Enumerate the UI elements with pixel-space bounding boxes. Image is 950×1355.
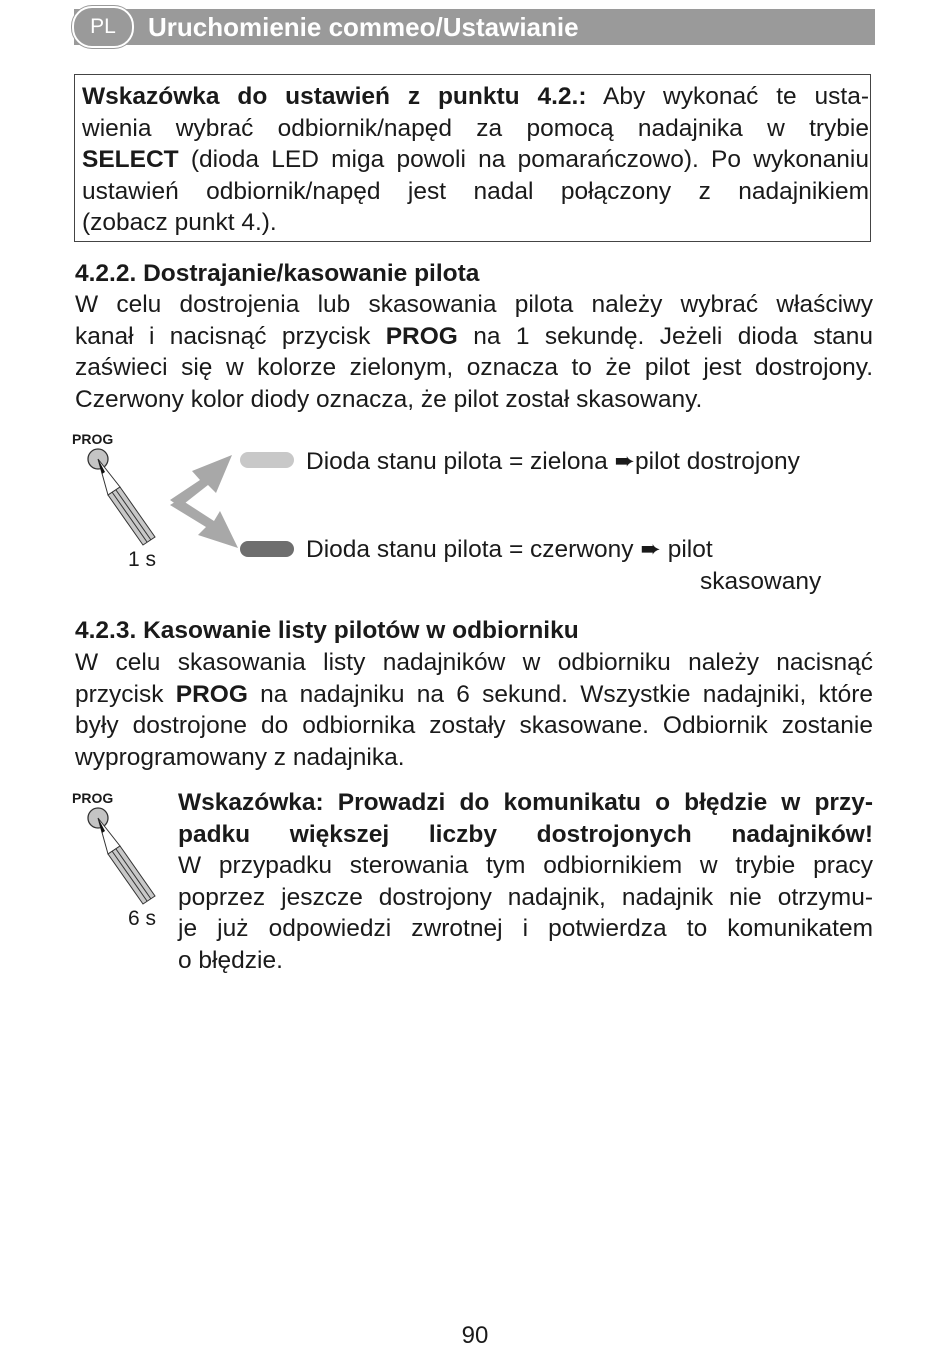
bold-text: SELECT: [82, 146, 179, 173]
section-4-2-3-text: [75, 647, 873, 773]
bold-text: PROG: [175, 680, 248, 708]
arrow-right-icon: ➨: [640, 536, 661, 563]
text-line: [178, 882, 873, 914]
language-badge: PL: [72, 6, 134, 48]
tip-text: [82, 81, 869, 239]
green-led-text: Dioda stanu pilota = zielona: [306, 448, 608, 475]
page-title: Uruchomienie commeo/Ustawianie: [148, 12, 579, 42]
text: przycisk: [75, 680, 176, 708]
arrow-down-icon: [170, 499, 238, 548]
press-duration: 1 s: [128, 548, 157, 571]
prog-label: PROG: [72, 431, 114, 447]
red-led-text: Dioda stanu pilota = czerwony: [306, 536, 634, 563]
text: (dioda LED miga powoli na pomarańczowo). Po wykonaniu: [178, 146, 869, 173]
text: zaświeci się w kolorze zielonym, oznacza to że pilot jest dostrojony.: [75, 354, 873, 381]
text-line: [82, 113, 869, 145]
red-led-result: pilot: [667, 536, 713, 563]
bold-text: Wskazówka do ustawień z punktu 4.2.:: [82, 83, 587, 110]
text: Aby wykonać te usta-: [586, 83, 869, 110]
tip-2-text: [178, 787, 873, 976]
text-line: [178, 913, 873, 945]
text-line: [75, 710, 873, 742]
text-line: [178, 945, 873, 977]
text: je już odpowiedzi zwrotnej i potwierdza to komunikatem: [178, 915, 873, 942]
press-duration: 6 s: [128, 907, 157, 930]
arrow-right-icon: ➨: [614, 448, 636, 475]
text-line: [75, 289, 873, 321]
text-line: [75, 679, 873, 711]
text-line: [82, 176, 869, 208]
text: na nadajniku na 6 sekund. Wszystkie nadajniki, które: [247, 680, 873, 708]
arrow-up-icon: [170, 455, 232, 507]
text-line: [75, 384, 873, 416]
section-heading-4-2-3: 4.2.3. Kasowanie listy pilotów w odbiorniku: [75, 617, 579, 644]
section-4-2-2-text: [75, 289, 873, 415]
text: wienia wybrać odbiornik/napęd za pomocą nadajnika w trybie: [82, 114, 869, 142]
text-line: [178, 787, 873, 819]
led-green-indicator: [240, 452, 294, 468]
red-led-result-cont: skasowany: [700, 568, 822, 595]
text-line: [178, 819, 873, 851]
section-heading-4-2-2: 4.2.2. Dostrajanie/kasowanie pilota: [75, 260, 480, 287]
text-line: [82, 81, 869, 113]
text: Czerwony kolor diody oznacza, że pilot został skasowany.: [75, 385, 703, 413]
text: W celu dostrojenia lub skasowania pilota należy wybrać właściwy: [75, 291, 873, 318]
green-led-line: [306, 446, 800, 477]
text: W przypadku sterowania tym odbiornikiem w trybie pracy: [178, 852, 873, 879]
text: wyprogramowany z nadajnika.: [75, 743, 405, 771]
text-line: [82, 207, 869, 239]
tip-box: [74, 74, 871, 242]
text-line: [75, 321, 873, 353]
text: o błędzie.: [178, 946, 283, 974]
text: były dostrojone do odbiornika zostały skasowane. Odbiornik zostanie: [75, 712, 873, 739]
text: (zobacz punkt 4.).: [82, 209, 277, 236]
text-line: [178, 850, 873, 882]
text-line: [75, 647, 873, 679]
text: poprzez jeszcze dostrojony nadajnik, nadajnik nie otrzymu-: [178, 883, 873, 911]
pencil-press-icon: [80, 804, 170, 909]
text-line: [75, 352, 873, 384]
green-led-result: pilot dostrojony: [635, 448, 800, 475]
bold-text: padku większej liczby dostrojonych nadajników!: [178, 820, 873, 848]
page-number: 90: [461, 1322, 489, 1349]
red-led-line: [306, 534, 713, 565]
bold-text: PROG: [385, 322, 458, 350]
pencil-press-icon: [80, 445, 240, 555]
led-red-indicator: [240, 541, 294, 557]
text: na 1 sekundę. Jeżeli dioda stanu: [457, 322, 873, 350]
text: ustawień odbiornik/napęd jest nadal połączony z nadajnikiem: [82, 177, 869, 205]
text: W celu skasowania listy nadajników w odbiorniku należy nacisnąć: [75, 649, 873, 676]
prog-label: PROG: [72, 790, 114, 806]
text: kanał i nacisnąć przycisk: [75, 322, 386, 350]
bold-text: Wskazówka: Prowadzi do komunikatu o błędzie w przy-: [178, 789, 873, 816]
text-line: [75, 742, 873, 774]
text-line: [82, 144, 869, 176]
